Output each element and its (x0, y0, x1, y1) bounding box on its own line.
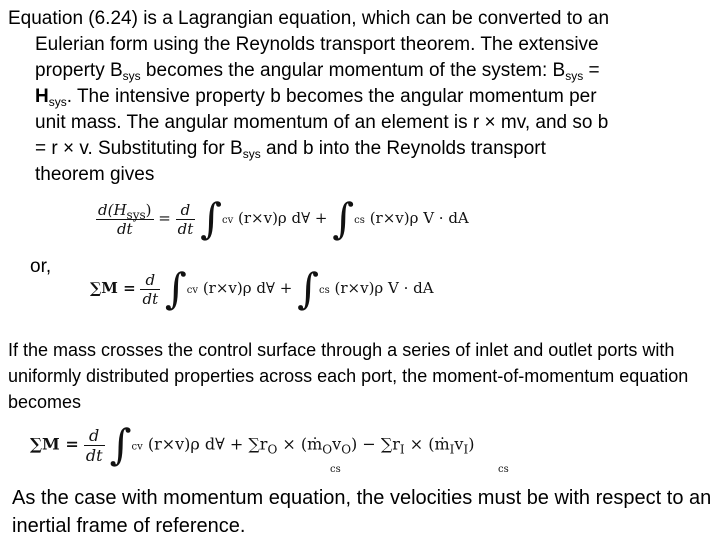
integral-symbol: ∫ (200, 194, 222, 243)
sum2-limit: cs (498, 464, 509, 475)
ports-paragraph: If the mass crosses the control surface through a series of inlet and outlet ports with uniformly distributed properties across each port, the moment-of-momentum equation becomes (8, 340, 689, 412)
intro-line-6: = r × v. Substituting for $B_{sys}$ and b into the Reynolds transport (35, 138, 546, 161)
intro-paragraph (8, 6, 714, 188)
inertial-frame-note: As the case with momentum equation, the velocities must be with respect to an inertial frame of reference. (12, 487, 712, 537)
integral-symbol: ∫ (332, 194, 355, 243)
equation-1: $\frac{d(H_{sys})}{dt}$ = $\frac{d}{dt}$ ∫cv (r×v)ρ d∀ + ∫cs (r×v)ρ V · dA (98, 194, 469, 243)
eq1-d-dt: $\frac{d}{dt}$ (177, 200, 194, 238)
equation-2: ∑M = $\frac{d}{dt}$ ∫cv (r×v)ρ d∀ + ∫cs (r×v)ρ V · dA (90, 264, 434, 313)
intro-line-5: unit mass. The angular momentum of an element is r × mv, and so b (35, 112, 609, 133)
intro-line-3: property $B_{sys}$ becomes the angular momentum of the system: $B_{sys}$ = (35, 60, 600, 83)
or-label: or, (30, 256, 52, 277)
sum1-limit: cs (330, 464, 341, 475)
integral-symbol: ∫ (109, 420, 132, 469)
integral-symbol: ∫ (297, 264, 319, 313)
eq2-d-dt: $\frac{d}{dt}$ (142, 270, 159, 308)
intro-line-1: Equation (6.24) is a Lagrangian equation, which can be converted to an (8, 8, 610, 29)
intro-line-7: theorem gives (35, 164, 155, 185)
eq3-d-dt: $\frac{d}{dt}$ (85, 425, 103, 465)
integral-symbol: ∫ (164, 264, 187, 313)
intro-line-4: $H_{sys}$. The intensive property b becomes the angular momentum per (35, 86, 597, 109)
intro-line-2: Eulerian form using the Reynolds transport theorem. The extensive (35, 34, 599, 55)
equation-3: ∑M = $\frac{d}{dt}$ ∫cv (r×v)ρ d∀ + $\sum r_O$ × $(ṁ_Ov_O) - \sum r_I$ × $(ṁ_Iv_I)$ cs cs (30, 420, 509, 475)
eq1-lhs-fraction: $\frac{d(H_{sys})}{dt}$ (98, 200, 152, 238)
